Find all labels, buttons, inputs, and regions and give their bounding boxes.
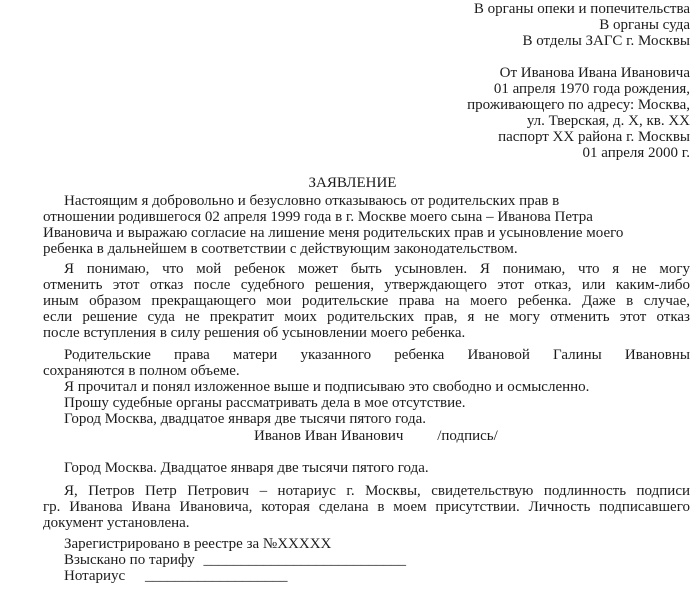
notary-certification: [43, 483, 690, 531]
notary-blank-line: ___________________: [144, 568, 288, 584]
applicant-passport-date-line: 01 апреля 2000 г.: [582, 145, 690, 161]
tariff-label: Взыскано по тарифу: [64, 552, 195, 568]
paragraph-line: после вступления в силу решения об усыновлении моего ребенка.: [43, 325, 466, 341]
paragraph-line: отношении родившегося 02 апреля 1999 года в г. Москве моего сына – Иванова Петра: [43, 209, 593, 225]
signature-name: Иванов Иван Иванович: [254, 428, 404, 444]
signature-placeholder: /подпись/: [437, 428, 498, 444]
paragraph-line: документ установлена.: [43, 515, 190, 531]
addressee-line-court: В органы суда: [599, 17, 690, 33]
applicant-passport-line: паспорт ХХ района г. Москвы: [498, 129, 690, 145]
paragraph-understanding: [43, 261, 690, 341]
addressee-line-zags: В отделы ЗАГС г. Москвы: [522, 33, 690, 49]
tariff-blank-line: ___________________________: [203, 552, 406, 568]
paragraph-renunciation: [43, 193, 690, 257]
statement-absence-request: Прошу судебные органы рассматривать дела в мое отсутствие.: [64, 395, 466, 411]
applicant-street-line: ул. Тверская, д. Х, кв. ХХ: [526, 113, 690, 129]
paragraph-line: если решение суда не прекратит моих родительских прав, я не могу отменить этот отказ: [43, 309, 690, 325]
document-title: ЗАЯВЛЕНИЕ: [308, 175, 397, 191]
tariff-line: [43, 552, 690, 568]
registry-line: Зарегистрировано в реестре за №ХХХХХ: [64, 536, 332, 552]
paragraph-line: сохраняются в полном объеме.: [43, 363, 240, 379]
paragraph-mother-rights: [43, 347, 690, 379]
applicant-block: [43, 65, 690, 161]
paragraph-line: иным образом прекращающего мои родительские права на моего ребенка. Даже в случае,: [43, 293, 690, 309]
statement-city-date: Город Москва, двадцатое января две тысячи пятого года.: [64, 411, 427, 427]
paragraph-line: Родительские права матери указанного ребенка Ивановой Галины Ивановны: [64, 347, 690, 363]
applicant-address-line: проживающего по адресу: Москва,: [467, 97, 690, 113]
paragraph-line: Настоящим я добровольно и безусловно отказываюсь от родительских прав в: [64, 193, 560, 209]
signature-row: [43, 428, 690, 444]
addressee-line-guardianship: В органы опеки и попечительства: [473, 1, 690, 17]
notary-signature-line: [43, 568, 690, 584]
notary-city-date: Город Москва. Двадцатое января две тысячи пятого года.: [64, 460, 429, 476]
paragraph-line: отменить этот отказ после судебного решения, утверждающего этот отказ, или каким-либо: [43, 277, 690, 293]
paragraph-line: Я, Петров Петр Петрович – нотариус г. Москвы, свидетельствую подлинность подписи: [64, 483, 690, 499]
paragraph-line: ребенка в дальнейшем в соответствии с действующим законодательством.: [43, 241, 518, 257]
statement-read-understood: Я прочитал и понял изложенное выше и подписываю это свободно и осмысленно.: [64, 379, 590, 395]
addressee-block: [43, 1, 690, 49]
paragraph-line: гр. Иванова Ивана Ивановича, которая сделана в моем присутствии. Личность подписавшего: [43, 499, 690, 515]
notary-label: Нотариус: [64, 568, 126, 584]
paragraph-line: Ивановича и выражаю согласие на лишение меня родительских прав и усыновление моего: [43, 225, 624, 241]
applicant-name-line: От Иванова Ивана Ивановича: [499, 65, 690, 81]
applicant-birthdate-line: 01 апреля 1970 года рождения,: [493, 81, 690, 97]
paragraph-line: Я понимаю, что мой ребенок может быть усыновлен. Я понимаю, что я не могу: [64, 261, 690, 277]
